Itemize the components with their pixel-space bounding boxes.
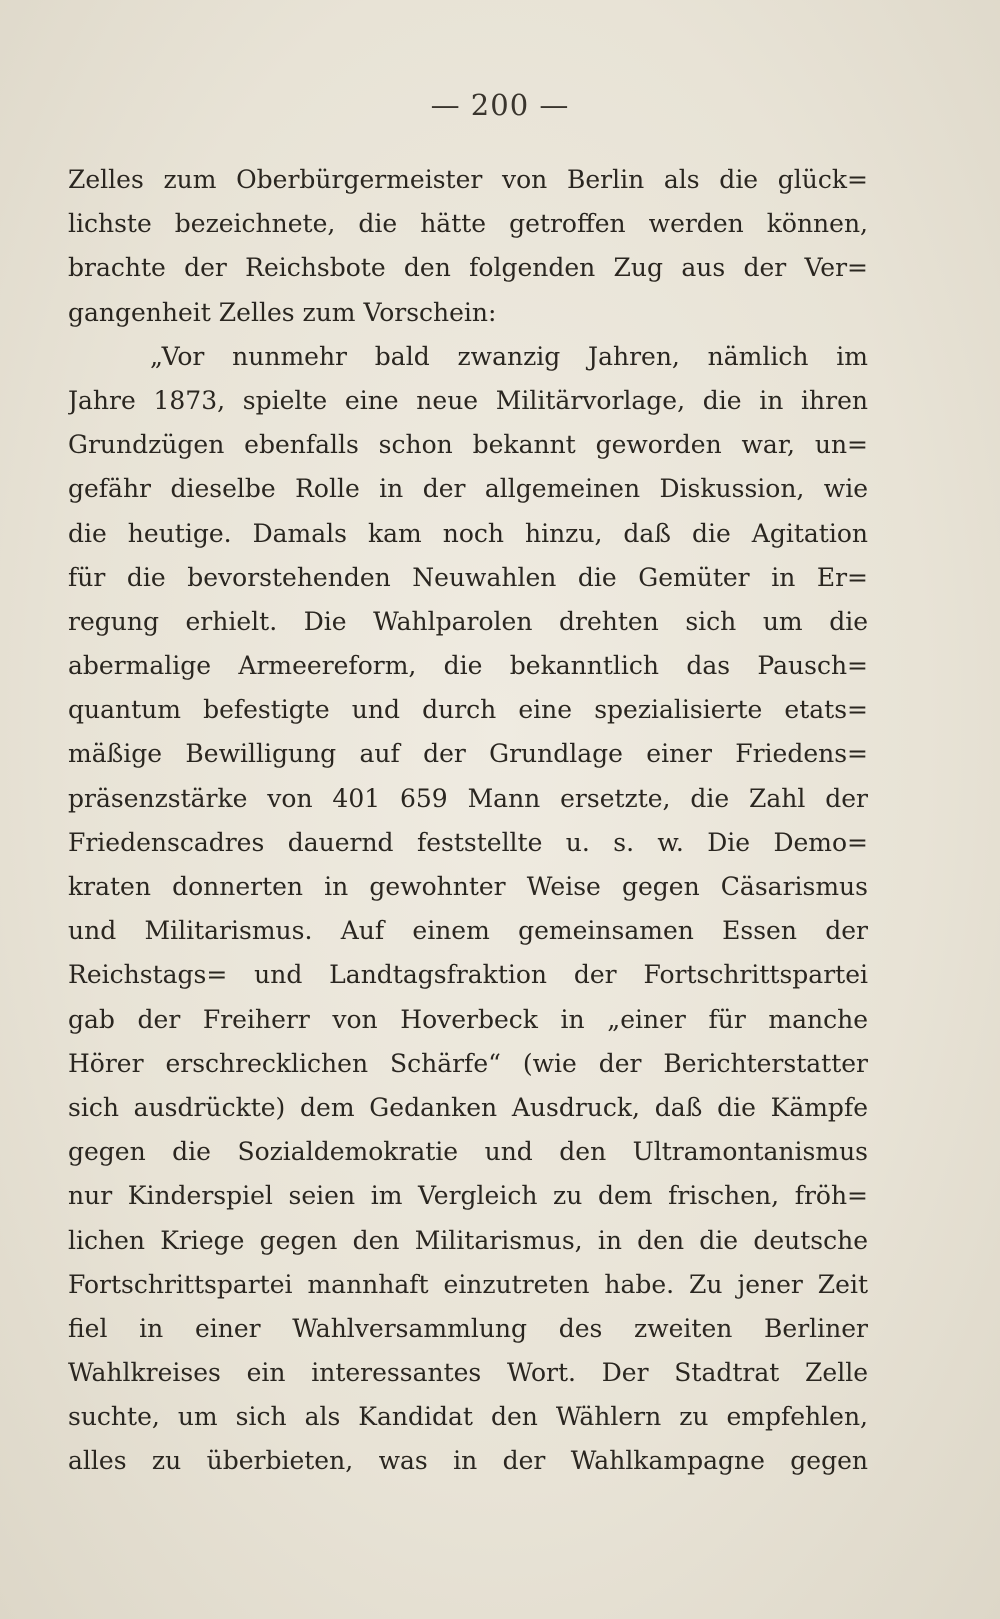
text-line: Jahre 1873, spielte eine neue Militärvorlage, die in ihren xyxy=(68,385,868,415)
text-line: nur Kinderspiel seien im Vergleich zu dem frischen, fröh= xyxy=(68,1181,868,1211)
text-line: lichen Kriege gegen den Militarismus, in den die deutsche xyxy=(68,1225,868,1255)
text-line: kraten donnerten in gewohnter Weise gegen Cäsarismus xyxy=(68,872,868,901)
text-line: gangenheit Zelles zum Vorschein: xyxy=(68,297,497,327)
text-line: gegen die Sozialdemokratie und den Ultramontanismus xyxy=(68,1137,868,1167)
text-line: alles zu überbieten, was in der Wahlkampagne gegen xyxy=(68,1446,868,1476)
text-line: abermalige Armeereform, die bekanntlich das Pausch= xyxy=(68,651,868,681)
body-text xyxy=(68,158,868,1484)
text-line: suchte, um sich als Kandidat den Wählern zu empfehlen, xyxy=(68,1402,868,1432)
text-line: gab der Freiherr von Hoverbeck in „einer für manche xyxy=(68,1004,868,1034)
text-line: Friedenscadres dauernd feststellte u. s. w. Die Demo= xyxy=(68,827,868,857)
text-line: die heutige. Damals kam noch hinzu, daß die Agitation xyxy=(68,518,868,548)
text-line: mäßige Bewilligung auf der Grundlage einer Friedens= xyxy=(68,739,868,769)
text-line: und Militarismus. Auf einem gemeinsamen Essen der xyxy=(68,916,868,946)
text-line: Wahlkreises ein interessantes Wort. Der Stadtrat Zelle xyxy=(68,1358,868,1388)
text-line: präsenzstärke von 401 659 Mann ersetzte, die Zahl der xyxy=(68,783,868,813)
text-line: Zelles zum Oberbürgermeister von Berlin als die glück= xyxy=(68,165,868,194)
text-line: Fortschrittspartei mannhaft einzutreten habe. Zu jener Zeit xyxy=(68,1269,868,1299)
text-line: gefähr dieselbe Rolle in der allgemeinen Diskussion, wie xyxy=(68,474,868,504)
text-line: sich ausdrückte) dem Gedanken Ausdruck, daß die Kämpfe xyxy=(68,1092,868,1122)
text-line: quantum befestigte und durch eine spezialisierte etats= xyxy=(68,695,868,725)
text-line: für die bevorstehenden Neuwahlen die Gemüter in Er= xyxy=(68,562,868,592)
page-number: — 200 — xyxy=(430,88,570,122)
text-line: brachte der Reichsbote den folgenden Zug aus der Ver= xyxy=(68,253,868,283)
text-line: Reichstags= und Landtagsfraktion der Fortschrittspartei xyxy=(68,960,868,990)
text-line: regung erhielt. Die Wahlparolen drehten sich um die xyxy=(68,606,868,636)
text-line: lichste bezeichnete, die hätte getroffen werden können, xyxy=(68,209,868,239)
text-line: „Vor nunmehr bald zwanzig Jahren, nämlich im xyxy=(150,341,868,371)
text-line: fiel in einer Wahlversammlung des zweiten Berliner xyxy=(68,1313,868,1343)
text-line: Grundzügen ebenfalls schon bekannt geworden war, un= xyxy=(68,430,868,460)
text-line: Hörer erschrecklichen Schärfe“ (wie der Berichterstatter xyxy=(68,1048,868,1078)
